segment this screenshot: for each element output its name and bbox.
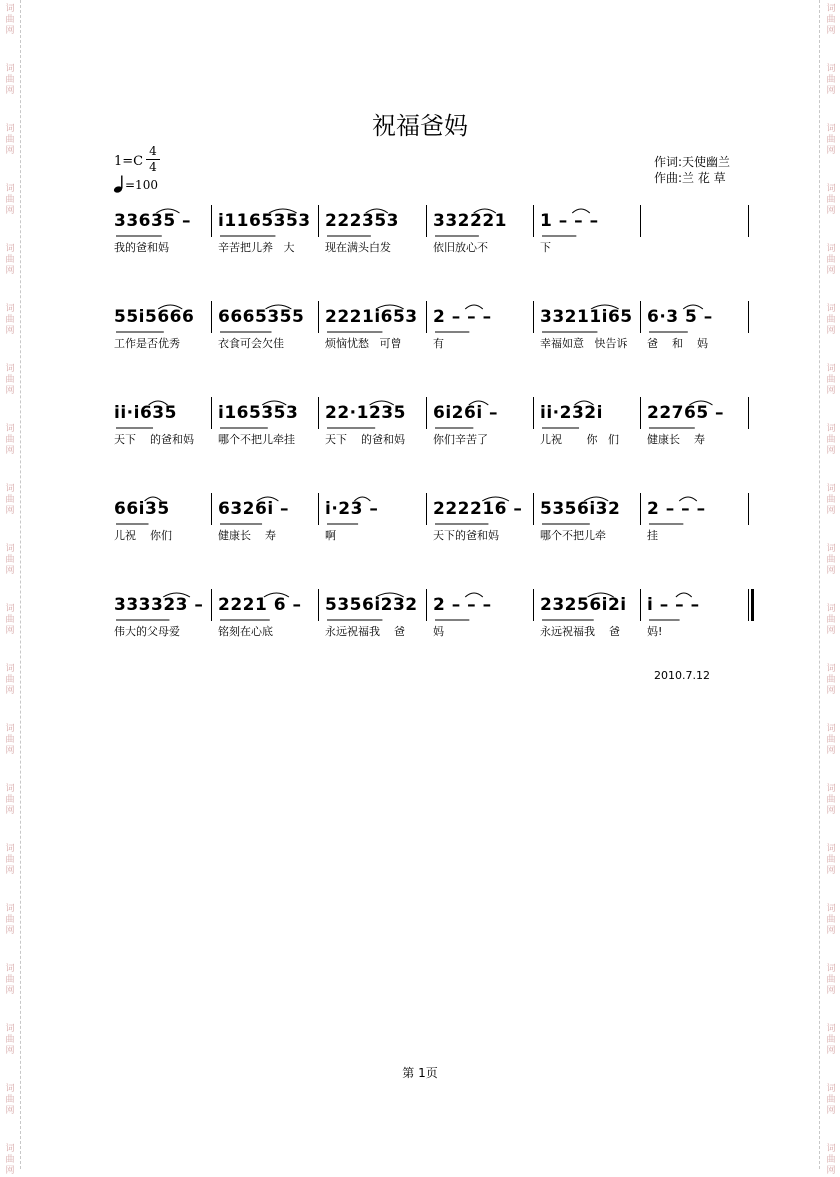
watermark-text: 词 曲 网 — [826, 604, 836, 636]
measure — [534, 397, 641, 457]
measure-notes: 222216 – — [433, 499, 522, 519]
barline — [211, 301, 212, 333]
left-margin-strip — [0, 0, 22, 1176]
measure-notes: 5356i32 — [540, 499, 620, 519]
measure-lyrics: 哪个不把儿牵挂 — [218, 433, 295, 446]
measure — [212, 205, 319, 265]
measure-lyrics: 健康长 寿 — [647, 433, 705, 446]
measure-notes: 33635 – — [114, 211, 191, 231]
beam-underline — [647, 491, 706, 531]
measure — [641, 589, 749, 649]
beam-underline — [433, 587, 492, 627]
watermark-text: 词 曲 网 — [5, 364, 15, 396]
barline — [318, 205, 319, 237]
beam-underline — [114, 587, 203, 627]
watermark-text: 词 曲 网 — [826, 64, 836, 96]
measure-lyrics: 下 — [540, 241, 551, 254]
measure — [427, 205, 534, 265]
measure-lyrics: 天下的爸和妈 — [433, 529, 499, 542]
barline — [533, 301, 534, 333]
barline — [318, 493, 319, 525]
staff-system — [108, 301, 753, 361]
beam-underline — [433, 203, 507, 243]
measure — [108, 205, 212, 265]
measure-notes: 332221 — [433, 211, 507, 231]
barline — [318, 397, 319, 429]
watermark-text: 词 曲 网 — [5, 904, 15, 936]
watermark-text: 词 曲 网 — [5, 784, 15, 816]
measure — [427, 301, 534, 361]
measure-notes: 66i35 — [114, 499, 170, 519]
measure-lyrics: 哪个不把儿牵 — [540, 529, 606, 542]
measure-notes: i165353 — [218, 403, 298, 423]
barline — [748, 301, 749, 333]
beam-underline — [218, 587, 301, 627]
measure — [319, 301, 427, 361]
measure — [534, 301, 641, 361]
tempo-value: =100 — [125, 178, 158, 192]
staff-system — [108, 589, 753, 649]
watermark-text: 词 曲 网 — [826, 964, 836, 996]
beam-underline — [433, 491, 522, 531]
barline — [426, 397, 427, 429]
measure — [427, 397, 534, 457]
barline — [533, 397, 534, 429]
barline — [426, 205, 427, 237]
beam-underline — [114, 491, 170, 531]
measure-lyrics: 挂 — [647, 529, 658, 542]
measure-lyrics: 工作是否优秀 — [114, 337, 180, 350]
watermark-text: 词 曲 网 — [5, 1144, 15, 1176]
staff-system — [108, 493, 753, 553]
barline — [640, 301, 641, 333]
measure-notes: 5356i232 — [325, 595, 418, 615]
measure — [319, 493, 427, 553]
beam-underline — [218, 491, 289, 531]
measure-notes: i – – – — [647, 595, 700, 615]
barline — [748, 493, 749, 525]
beam-underline — [218, 203, 311, 243]
beam-underline — [325, 491, 378, 531]
measure — [534, 589, 641, 649]
measure-notes: 33211i65 — [540, 307, 633, 327]
watermark-text: 词 曲 网 — [826, 1144, 836, 1176]
lyricist-credit: 作词:天使幽兰 — [654, 155, 731, 169]
measure — [108, 397, 212, 457]
beam-underline — [114, 203, 191, 243]
beam-underline — [218, 299, 304, 339]
watermark-text: 词 曲 网 — [826, 544, 836, 576]
watermark-text: 词 曲 网 — [826, 424, 836, 456]
time-signature-bottom: 4 — [149, 160, 157, 174]
measure-notes: 2 – – – — [433, 595, 492, 615]
watermark-text: 词 曲 网 — [826, 784, 836, 816]
measure — [427, 589, 534, 649]
beam-underline — [433, 299, 492, 339]
barline — [318, 589, 319, 621]
beam-underline — [540, 203, 599, 243]
beam-underline — [114, 299, 194, 339]
measure — [108, 493, 212, 553]
beam-underline — [540, 491, 620, 531]
measure-notes: 2 – – – — [647, 499, 706, 519]
measure-lyrics: 辛苦把儿养 大 — [218, 241, 295, 254]
watermark-text: 词 曲 网 — [5, 604, 15, 636]
measure — [427, 493, 534, 553]
measure — [319, 589, 427, 649]
beam-underline — [218, 395, 298, 435]
measure-lyrics: 妈! — [647, 625, 663, 638]
measure-lyrics: 儿祝 你 们 — [540, 433, 619, 446]
watermark-text: 词 曲 网 — [826, 124, 836, 156]
watermark-text: 词 曲 网 — [5, 964, 15, 996]
barline — [533, 589, 534, 621]
measure-lyrics: 伟大的父母爱 — [114, 625, 180, 638]
measure — [212, 301, 319, 361]
measure — [108, 589, 212, 649]
right-margin-strip — [818, 0, 840, 1176]
beam-underline — [647, 299, 713, 339]
measure-notes: 22·1235 — [325, 403, 406, 423]
barline — [533, 493, 534, 525]
barline — [211, 205, 212, 237]
measure-lyrics: 天下 的爸和妈 — [114, 433, 194, 446]
watermark-text: 词 曲 网 — [826, 4, 836, 36]
beam-underline — [114, 395, 177, 435]
time-signature — [146, 145, 160, 174]
measure-notes: ii·232i — [540, 403, 603, 423]
barline — [211, 493, 212, 525]
barline — [640, 493, 641, 525]
beam-underline — [325, 395, 406, 435]
beam-underline — [540, 395, 603, 435]
watermark-text: 词 曲 网 — [5, 1024, 15, 1056]
beam-underline — [540, 587, 627, 627]
measure — [212, 397, 319, 457]
watermark-text: 词 曲 网 — [826, 844, 836, 876]
measure-lyrics: 永远祝福我 爸 — [325, 625, 405, 638]
measure-lyrics: 现在满头白发 — [325, 241, 391, 254]
measure — [641, 493, 749, 553]
watermark-text: 词 曲 网 — [5, 244, 15, 276]
measure-notes: i·23 – — [325, 499, 378, 519]
measure-notes: 55i5666 — [114, 307, 194, 327]
watermark-text: 词 曲 网 — [826, 664, 836, 696]
watermark-text: 词 曲 网 — [826, 1024, 836, 1056]
measure-lyrics: 儿祝 你们 — [114, 529, 172, 542]
barline — [318, 301, 319, 333]
measure-lyrics: 永远祝福我 爸 — [540, 625, 620, 638]
measure-lyrics: 我的爸和妈 — [114, 241, 169, 254]
watermark-text: 词 曲 网 — [826, 1084, 836, 1116]
measure-lyrics: 幸福如意 快告诉 — [540, 337, 628, 350]
barline — [748, 205, 749, 237]
measure-lyrics: 你们辛苦了 — [433, 433, 488, 446]
measure — [319, 397, 427, 457]
barline — [426, 301, 427, 333]
measure — [108, 301, 212, 361]
tempo-marking — [113, 175, 158, 193]
watermark-text: 词 曲 网 — [826, 244, 836, 276]
measure-notes: 6665355 — [218, 307, 304, 327]
measure-notes: 6·3 5 – — [647, 307, 713, 327]
key-signature: 1=C — [114, 154, 144, 169]
barline — [640, 397, 641, 429]
barline — [748, 397, 749, 429]
measure — [641, 397, 749, 457]
watermark-text: 词 曲 网 — [826, 484, 836, 516]
barline — [640, 589, 641, 621]
measure-lyrics: 健康长 寿 — [218, 529, 276, 542]
measure — [319, 205, 427, 265]
watermark-text: 词 曲 网 — [5, 304, 15, 336]
measure-notes: 2 – – – — [433, 307, 492, 327]
quarter-note-icon — [113, 175, 125, 193]
measure — [641, 301, 749, 361]
measure-notes: 2221i653 — [325, 307, 418, 327]
watermark-text: 词 曲 网 — [5, 184, 15, 216]
watermark-text: 词 曲 网 — [5, 844, 15, 876]
watermark-text: 词 曲 网 — [5, 1084, 15, 1116]
watermark-text: 词 曲 网 — [5, 664, 15, 696]
barline — [426, 589, 427, 621]
measure-lyrics: 烦恼忧愁 可曾 — [325, 337, 402, 350]
measure-notes: 222353 — [325, 211, 399, 231]
measure-lyrics: 啊 — [325, 529, 336, 542]
watermark-text: 词 曲 网 — [5, 424, 15, 456]
beam-underline — [647, 395, 724, 435]
barline — [426, 493, 427, 525]
barline — [533, 205, 534, 237]
watermark-text: 词 曲 网 — [5, 124, 15, 156]
measure — [534, 493, 641, 553]
measure — [212, 493, 319, 553]
watermark-text: 词 曲 网 — [826, 724, 836, 756]
measure — [534, 205, 641, 265]
measure-lyrics: 衣食可会欠佳 — [218, 337, 284, 350]
page-number: 第 1页 — [402, 1066, 438, 1080]
measure-notes: ii·i635 — [114, 403, 177, 423]
beam-underline — [433, 395, 498, 435]
watermark-text: 词 曲 网 — [826, 364, 836, 396]
watermark-text: 词 曲 网 — [5, 724, 15, 756]
barline — [211, 397, 212, 429]
beam-underline — [325, 203, 399, 243]
measure — [212, 589, 319, 649]
composer-credit: 作曲:兰 花 草 — [654, 171, 726, 185]
watermark-text: 词 曲 网 — [5, 64, 15, 96]
measure-notes: 2221 6 – — [218, 595, 301, 615]
measure — [641, 205, 749, 265]
measure-notes: 6326i – — [218, 499, 289, 519]
watermark-text: 词 曲 网 — [826, 304, 836, 336]
watermark-text: 词 曲 网 — [5, 544, 15, 576]
measure-lyrics: 铭刻在心底 — [218, 625, 273, 638]
staff-system — [108, 205, 753, 265]
watermark-text: 词 曲 网 — [5, 4, 15, 36]
watermark-text: 词 曲 网 — [826, 904, 836, 936]
beam-underline — [647, 587, 700, 627]
date-stamp: 2010.7.12 — [654, 669, 710, 682]
watermark-text: 词 曲 网 — [826, 184, 836, 216]
measure-notes: 23256i2i — [540, 595, 627, 615]
barline — [640, 205, 641, 237]
song-title: 祝福爸妈 — [372, 112, 468, 140]
beam-underline — [325, 587, 418, 627]
measure-notes: 22765 – — [647, 403, 724, 423]
time-signature-top: 4 — [149, 144, 157, 158]
measure-lyrics: 天下 的爸和妈 — [325, 433, 405, 446]
beam-underline — [325, 299, 418, 339]
measure-notes: 1 – – – — [540, 211, 599, 231]
measure-lyrics: 妈 — [433, 625, 444, 638]
barline — [211, 589, 212, 621]
staff-system — [108, 397, 753, 457]
beam-underline — [540, 299, 633, 339]
final-barline — [748, 589, 754, 621]
measure-notes: 6i26i – — [433, 403, 498, 423]
measure-lyrics: 依旧放心不 — [433, 241, 488, 254]
measure-lyrics: 有 — [433, 337, 444, 350]
measure-notes: 333323 – — [114, 595, 203, 615]
measure-notes: i1165353 — [218, 211, 311, 231]
watermark-text: 词 曲 网 — [5, 484, 15, 516]
measure-lyrics: 爸 和 妈 — [647, 337, 708, 350]
